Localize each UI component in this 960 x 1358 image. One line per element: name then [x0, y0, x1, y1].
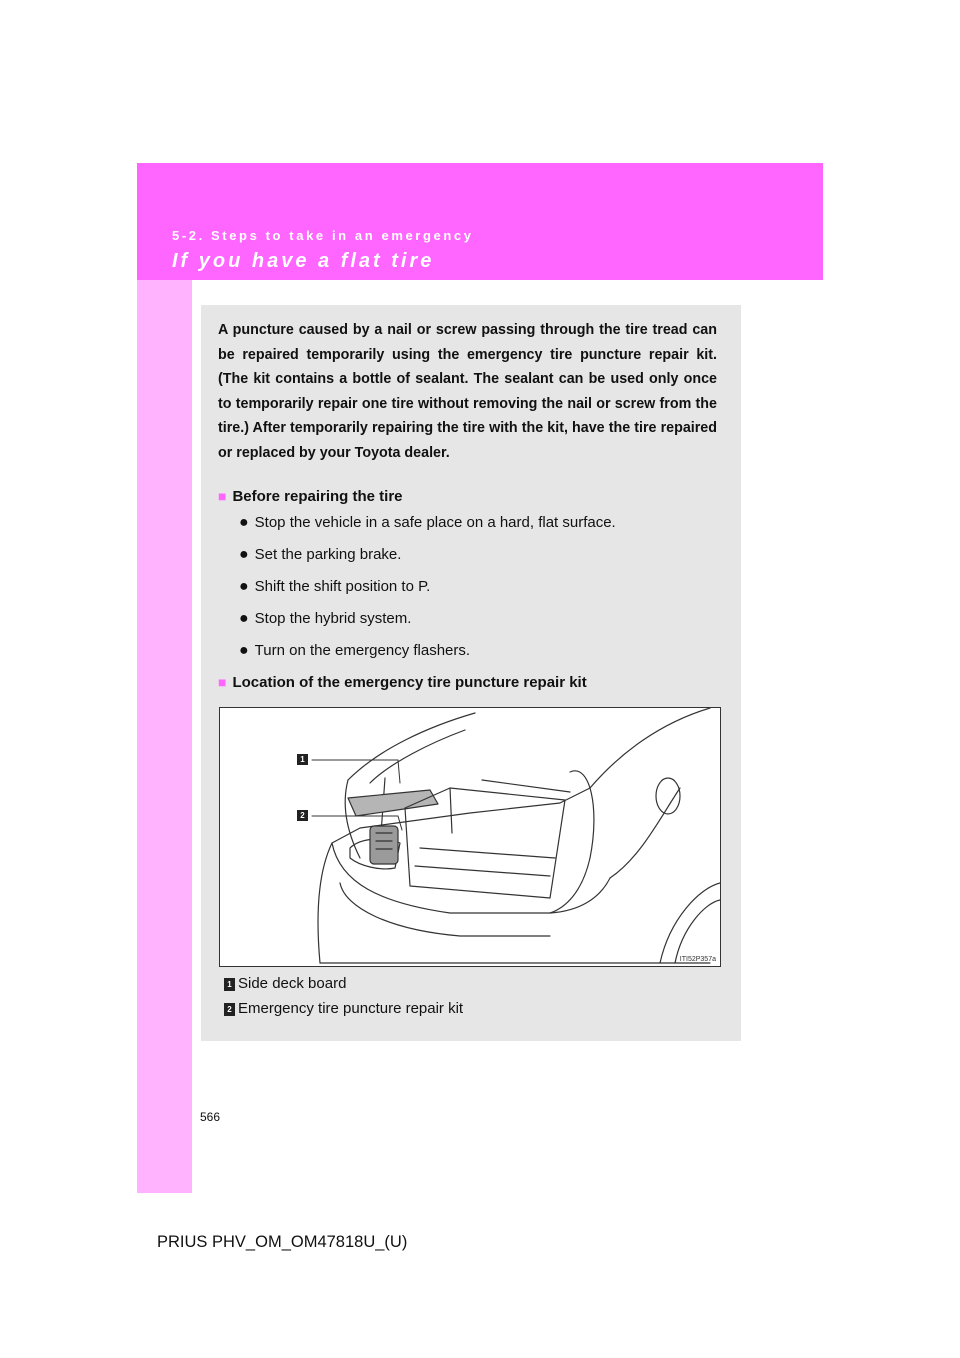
document-code: PRIUS PHV_OM_OM47818U_(U): [157, 1233, 408, 1251]
section-label: 5-2. Steps to take in an emergency: [172, 228, 474, 243]
bullet-dot-icon: ●: [239, 578, 249, 595]
figure-code: ITI52P357a: [679, 956, 716, 963]
intro-paragraph: A puncture caused by a nail or screw passing through the tire tread can be repaired temporarily using the emergency tire puncture repair kit. (The kit contains a bottle of sealant. The sealant can be used only once to temporarily repair one tire without removing the nail or screw from the tire.) After temporarily repairing the tire with the kit, have the tire repaired or replaced by your Toyota dealer.: [218, 322, 717, 461]
page-number: 566: [200, 1110, 221, 1124]
callout-2: 2: [297, 810, 308, 821]
page-title: If you have a flat tire: [172, 250, 435, 272]
caption-number: 2: [224, 1003, 235, 1016]
square-bullet-icon: ■: [218, 674, 227, 690]
location-heading-text: Location of the emergency tire puncture repair kit: [232, 674, 587, 691]
side-strip: [137, 280, 192, 1193]
trunk-illustration: [219, 707, 721, 967]
caption-repair-kit: 2 Emergency tire puncture repair kit: [224, 1000, 463, 1017]
location-heading: [218, 674, 587, 691]
list-item: ● Stop the hybrid system.: [239, 610, 412, 627]
trunk-drawing: [220, 708, 720, 966]
list-item: ● Shift the shift position to P.: [239, 578, 431, 595]
bullet-dot-icon: ●: [239, 642, 249, 659]
bullet-dot-icon: ●: [239, 514, 249, 531]
list-item: ● Set the parking brake.: [239, 546, 402, 563]
before-repair-heading-text: Before repairing the tire: [232, 488, 403, 505]
callout-1: 1: [297, 754, 308, 765]
list-item: ● Stop the vehicle in a safe place on a hard, flat surface.: [239, 514, 616, 531]
caption-side-deck-board: 1 Side deck board: [224, 975, 346, 992]
before-repair-heading: [218, 488, 403, 505]
bullet-dot-icon: ●: [239, 610, 249, 627]
bullet-dot-icon: ●: [239, 546, 249, 563]
list-item: ● Turn on the emergency flashers.: [239, 642, 471, 659]
square-bullet-icon: ■: [218, 488, 227, 504]
caption-number: 1: [224, 978, 235, 991]
